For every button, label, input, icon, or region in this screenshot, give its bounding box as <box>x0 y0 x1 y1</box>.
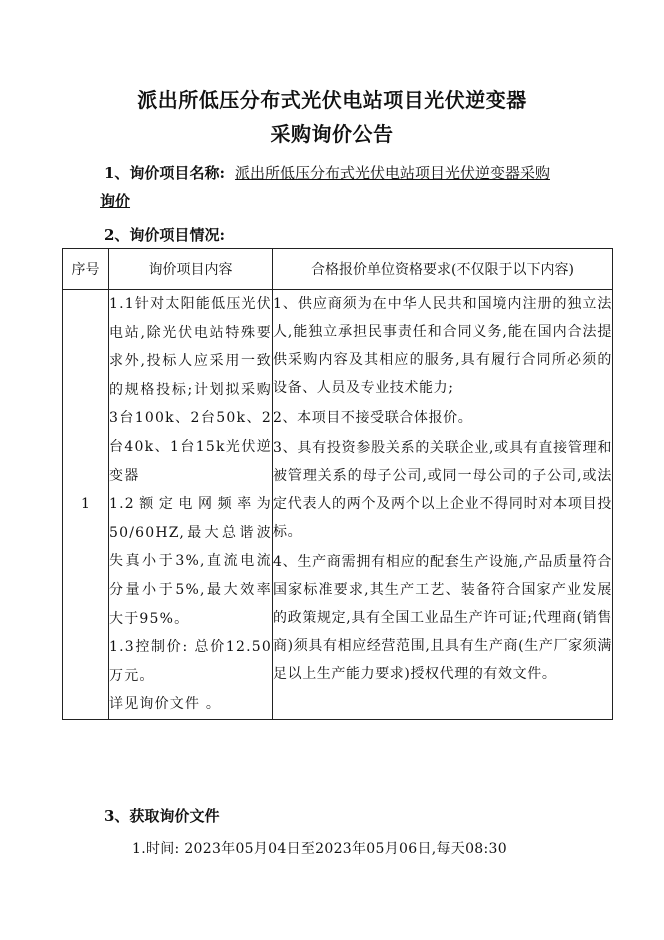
section-project-situation: 2、询价项目情况: <box>104 226 225 244</box>
section-project-name <box>104 162 550 183</box>
requirement-item: 2、本项目不接受联合体报价。 <box>273 410 473 426</box>
document-title-line1: 派出所低压分布式光伏电站项目光伏逆变器 <box>137 88 527 112</box>
requirement-item: 3、具有投资参股关系的关联企业,或具有直接管理和被管理关系的母子公司,或同一母公司的子公司,或法定代表人的两个及两个以上企业不得同时对本项目投标。 <box>273 440 612 540</box>
project-name-value: 派出所低压分布式光伏电站项目光伏逆变器采购 <box>234 164 550 182</box>
header-requirements: 合格报价单位资格要求(不仅限于以下内容) <box>273 249 613 290</box>
requirement-item: 4、生产商需拥有相应的配套生产设施,产品质量符合国家标准要求,其生产工艺、装备符合国家产业发展的政策规定,具有全国工业品生产许可证;代理商(销售商)须具有相应经营范围,且具有生产商(生产厂家须满足以上生产能力要求)授权代理的有效文件。 <box>273 554 612 682</box>
document-title-line2: 采购询价公告 <box>270 122 394 146</box>
content-item: 1.2额定电网频率为50/60HZ,最大总谐波失真小于3%,直流电流分量小于5%,最大效率大于95%。 <box>109 496 272 627</box>
section-obtain-documents: 3、获取询价文件 <box>104 807 220 825</box>
content-item: 1.3控制价: 总价12.50万元。 <box>109 639 272 684</box>
requirement-item: 1、供应商须为在中华人民共和国境内注册的独立法人,能独立承担民事责任和合同义务,能在国内合法提供采购内容及其相应的服务,具有履行合同所必须的设备、人员及专业技术能力; <box>273 296 612 396</box>
row-seq: 1 <box>63 290 109 720</box>
obtain-time-line: 1.时间: 2023年05月04日至2023年05月06日,每天08:30 <box>132 841 507 857</box>
project-name-value-continued: 询价 <box>100 192 131 210</box>
header-content: 询价项目内容 <box>109 249 273 290</box>
header-seq: 序号 <box>63 249 109 290</box>
table-row <box>63 290 613 720</box>
content-item: 1.1针对太阳能低压光伏电站,除光伏电站特殊要求外,投标人应采用一致的规格投标;计划拟采购3台100k、2台50k、2台40k、1台15k光伏逆变器 <box>109 296 272 484</box>
section-project-name-label: 1、询价项目名称: <box>104 164 225 182</box>
row-requirements <box>273 290 613 720</box>
row-content <box>109 290 273 720</box>
inquiry-table <box>62 248 613 720</box>
table-header-row <box>63 249 613 290</box>
content-item: 详见询价文件 。 <box>109 696 222 713</box>
